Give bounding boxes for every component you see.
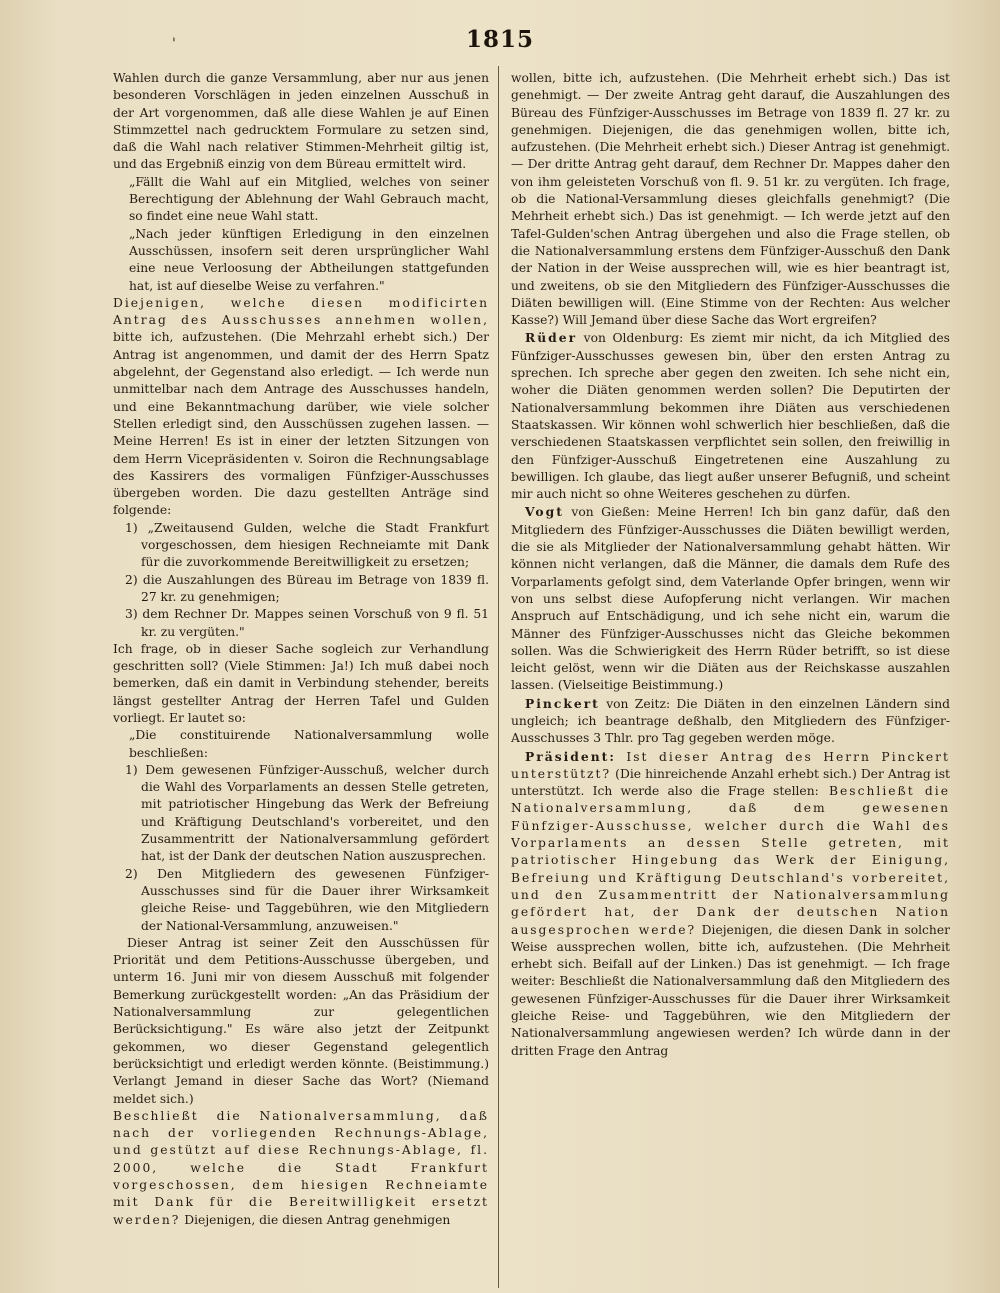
paragraph: wollen, bitte ich, aufzustehen. (Die Mehrheit erhebt sich.) Das ist genehmigt. — Der zweite Antrag geht darauf, die Auszahlungen des Büreau des Fünfziger-Ausschusses im Betrage von 1839 fl. 27 kr. zu genehmigen. Diejenigen, die das genehmigen wollen, bitte ich, aufzustehen. (Die Mehrheit erhebt sich.) Dieser Antrag ist genehmigt. — Der dritte Antrag geht darauf, dem Rechner Dr. Mappes daher den von ihm geleisteten Vorschuß von fl. 9. 51 kr. zu vergüten. Ich frage, ob die National-Versammlung dieses gleichfalls genehmigt? (Die Mehrheit erhebt sich.) Das ist genehmigt. — Ich werde jetzt auf den Tafel-Gulden'schen Antrag übergehen und also die Frage stellen, ob die Nationalversammlung erstens dem Fünfziger-Ausschuß den Dank der Nation in der Weise aussprechen will, wie es hier beantragt ist, und zweitens, ob sie den Mitgliedern des Fünfziger-Ausschusses die Diäten bewilligen will. (Eine Stimme von der Rechten: Aus welcher Kasse?) Will Jemand über diese Sache das Wort ergreifen?: [511, 71, 950, 328]
paragraph-text: bitte ich, aufzustehen. (Die Mehrzahl erhebt sich.) Der Antrag ist angenommen, und damit der des Herrn Spatz abgelehnt, der Gegenstand also erledigt. — Ich werde nun unmittelbar nach dem Antrage des Ausschusses handeln, und eine Bekanntmachung darüber, wie viele solcher Stellen erledigt sind, den Ausschüssen zugehen lassen. — Meine Herren! Es ist in einer der letzten Sitzungen von dem Herrn Vicepräsidenten v. Soiron die Rechnungsablage des Kassirers des vormaligen Fünfziger-Ausschusses übergeben worden. Die dazu gestellten Anträge sind folgende:: [113, 330, 489, 518]
speech-paragraph: [511, 748, 950, 1060]
list-item: 2) die Auszahlungen des Büreau im Betrage von 1839 fl. 27 kr. zu genehmigen;: [125, 572, 489, 604]
speaker-name: Pinckert: [525, 695, 600, 711]
page-number: 1815: [465, 26, 534, 53]
spaced-text: Beschließt die Nationalversammlung, daß dem gewesenen Fünfziger-Ausschusse, welcher durch die Wahl des Vorparlaments an dessen Stelle getreten, mit patriotischer Hingebung das Werk der Einigung, Befreiung und Kräftigung Deutschland's vorbereitet, und den Zusammentritt der Nationalversammlung gefördert hat, der Dank der deutschen Nation ausgesprochen werde?: [511, 784, 950, 937]
quote-paragraph: „Die constituirende Nationalversammlung wolle beschließen:: [129, 728, 489, 760]
right-column: [511, 70, 950, 1280]
spaced-text: Ist dieser Antrag des Herrn Pinckert unterstützt?: [511, 749, 950, 781]
speaker-name: Vogt: [525, 504, 564, 520]
speech-text: von Oldenburg: Es ziemt mir nicht, da ich Mitglied des Fünfziger-Ausschusses gewesen bin, über den ersten Antrag zu sprechen. Ich spreche aber gegen den zweiten. Ich sehe nicht ein, woher die Diäten genommen werden sollen? Die Deputirten der Nationalversammlung bekommen ihre Diäten aus verschiedenen Staatskassen. Wir können wohl schwerlich hier beschließen, daß die verschiedenen Staatskassen verpflichtet sein sollen, den freiwillig in den Fünfziger-Ausschuß Eingetretenen eine Auszahlung zu bewilligen. Ich glaube, das liegt außer unserer Befugniß, und scheint mir auch nicht so ohne Weiteres geschehen zu dürfen.: [511, 331, 950, 502]
speech-paragraph: [511, 695, 950, 748]
speech-text: von Zeitz: Die Diäten in den einzelnen Ländern sind ungleich; ich beantrage deßhalb, den Mitgliedern des Fünfziger-Ausschusses 3 Thlr. pro Tag gegeben werden möge.: [511, 696, 950, 746]
column-divider: [498, 66, 499, 1288]
left-column: [113, 70, 489, 1280]
speaker-name: Präsident:: [525, 748, 616, 764]
quote-paragraph: „Fällt die Wahl auf ein Mitglied, welches von seiner Berechtigung der Ablehnung der Wahl Gebrauch macht, so findet eine neue Wahl statt.: [129, 174, 489, 224]
spaced-text: Diejenigen, welche diesen modificirten Antrag des Ausschusses annehmen wollen,: [113, 295, 489, 328]
speech-paragraph: [511, 503, 950, 694]
list-item: 3) dem Rechner Dr. Mappes seinen Vorschuß von 9 fl. 51 kr. zu vergüten.": [125, 607, 489, 639]
paragraph: Wahlen durch die ganze Versammlung, aber nur aus jenen besonderen Vorschlägen in jeden einzelnen Ausschuß in der Art vorgenommen, daß alle diese Wahlen je auf Einen Stimmzettel nach gedrucktem Formulare zu setzen sind, daß die Wahl nach relativer Stimmen-Mehrheit giltig ist, und das Ergebniß einzig von dem Büreau ermittelt wird.: [113, 71, 489, 172]
list-item: 1) „Zweitausend Gulden, welche die Stadt Frankfurt vorgeschossen, dem hiesigen Rechneiamte mit Dank für die zuvorkommende Bereitwilligkeit zu ersetzen;: [125, 520, 489, 570]
paragraph-text: Diejenigen, die diesen Antrag genehmigen: [180, 1212, 451, 1227]
paragraph: [113, 1108, 489, 1229]
speech-paragraph: [511, 329, 950, 503]
list-item: 2) Den Mitgliedern des gewesenen Fünfziger-Ausschusses sind für die Dauer ihrer Wirksamkeit gleiche Reise- und Taggebühren, wie den Mitgliedern der National-Versammlung, anzuweisen.": [125, 866, 489, 933]
speech-text: von Gießen: Meine Herren! Ich bin ganz dafür, daß den Mitgliedern des Fünfziger-Ausschusses die Diäten bewilligt werden, die sie als Mitglieder der Nationalversammlung gehabt hätten. Wir können nicht verlangen, daß die Männer, die damals dem Rufe des Vorparlaments gefolgt sind, dem Vaterlande Opfer bringen, wenn wir von uns selbst diese Aufopferung nicht verlangen. Wir machen Anspruch auf Entschädigung, und ich sehe nicht ein, warum die Männer des Fünfziger-Ausschusses nicht das Gleiche bekommen sollen. Was die Schwierigkeit des Herrn Rüder betrifft, so ist diese leicht gelöst, wenn wir die Diäten aus der Reichskasse auszahlen lassen. (Vielseitige Beistimmung.): [511, 505, 950, 693]
spaced-text: Beschließt die Nationalversammlung, daß nach der vorliegenden Rechnungs-Ablage, und gestützt auf diese Rechnungs-Ablage, fl. 2000, welche die Stadt Frankfurt vorgeschossen, dem hiesigen Rechneiamte mit Dank für die Bereitwilligkeit ersetzt werden?: [113, 1108, 489, 1227]
speaker-name: Rüder: [525, 330, 578, 346]
list-item: 1) Dem gewesenen Fünfziger-Ausschuß, welcher durch die Wahl des Vorparlaments an dessen Stelle getreten, mit patriotischer Hingebung das Werk der Befreiung und Kräftigung Deutschland's vorbereitet, und den Zusammentritt der Nationalversammlung gefördert hat, ist der Dank der deutschen Nation auszusprechen.: [125, 762, 489, 864]
margin-mark: ': [172, 36, 176, 52]
speech-text: Diejenigen, die diesen Dank in solcher Weise aussprechen wollen, bitte ich, aufzustehen. (Die Mehrheit erhebt sich. Beifall auf der Linken.) Das ist genehmigt. — Ich frage weiter: Beschließt die Nationalversammlung daß den Mitgliedern des gewesenen Fünfziger-Ausschusses für die Dauer ihrer Wirksamkeit gleiche Reise- und Taggebühren, wie den Mitgliedern der Nationalversammlung angewiesen werden? Ich würde dann in der dritten Frage den Antrag: [511, 922, 950, 1058]
paragraph: Ich frage, ob in dieser Sache sogleich zur Verhandlung geschritten soll? (Viele Stimmen: Ja!) Ich muß dabei noch bemerken, daß ein damit in Verbindung stehender, bereits längst gestellter Antrag der Herren Tafel und Gulden vorliegt. Er lautet so:: [113, 641, 489, 725]
paragraph: Dieser Antrag ist seiner Zeit den Ausschüssen für Priorität und dem Petitions-Ausschusse übergeben, und unterm 16. Juni mir von diesem Ausschuß mit folgender Bemerkung zurückgestellt worden: „An das Präsidium der Nationalversammlung zur gelegentlichen Berücksichtigung." Es wäre also jetzt der Zeitpunkt gekommen, wo dieser Gegenstand gelegentlich berücksichtigt und erledigt werden könnte. (Beistimmung.) Verlangt Jemand in dieser Sache das Wort? (Niemand meldet sich.): [113, 935, 489, 1106]
paragraph: [113, 295, 489, 520]
quote-paragraph: „Nach jeder künftigen Erledigung in den einzelnen Ausschüssen, insofern seit deren ursprünglicher Wahl eine neue Verloosung der Abtheilungen stattgefunden hat, ist auf dieselbe Weise zu verfahren.": [129, 226, 489, 293]
speech-text: (Die hinreichende Anzahl erhebt sich.) Der Antrag ist unterstützt. Ich werde also die Frage stellen:: [511, 766, 950, 799]
